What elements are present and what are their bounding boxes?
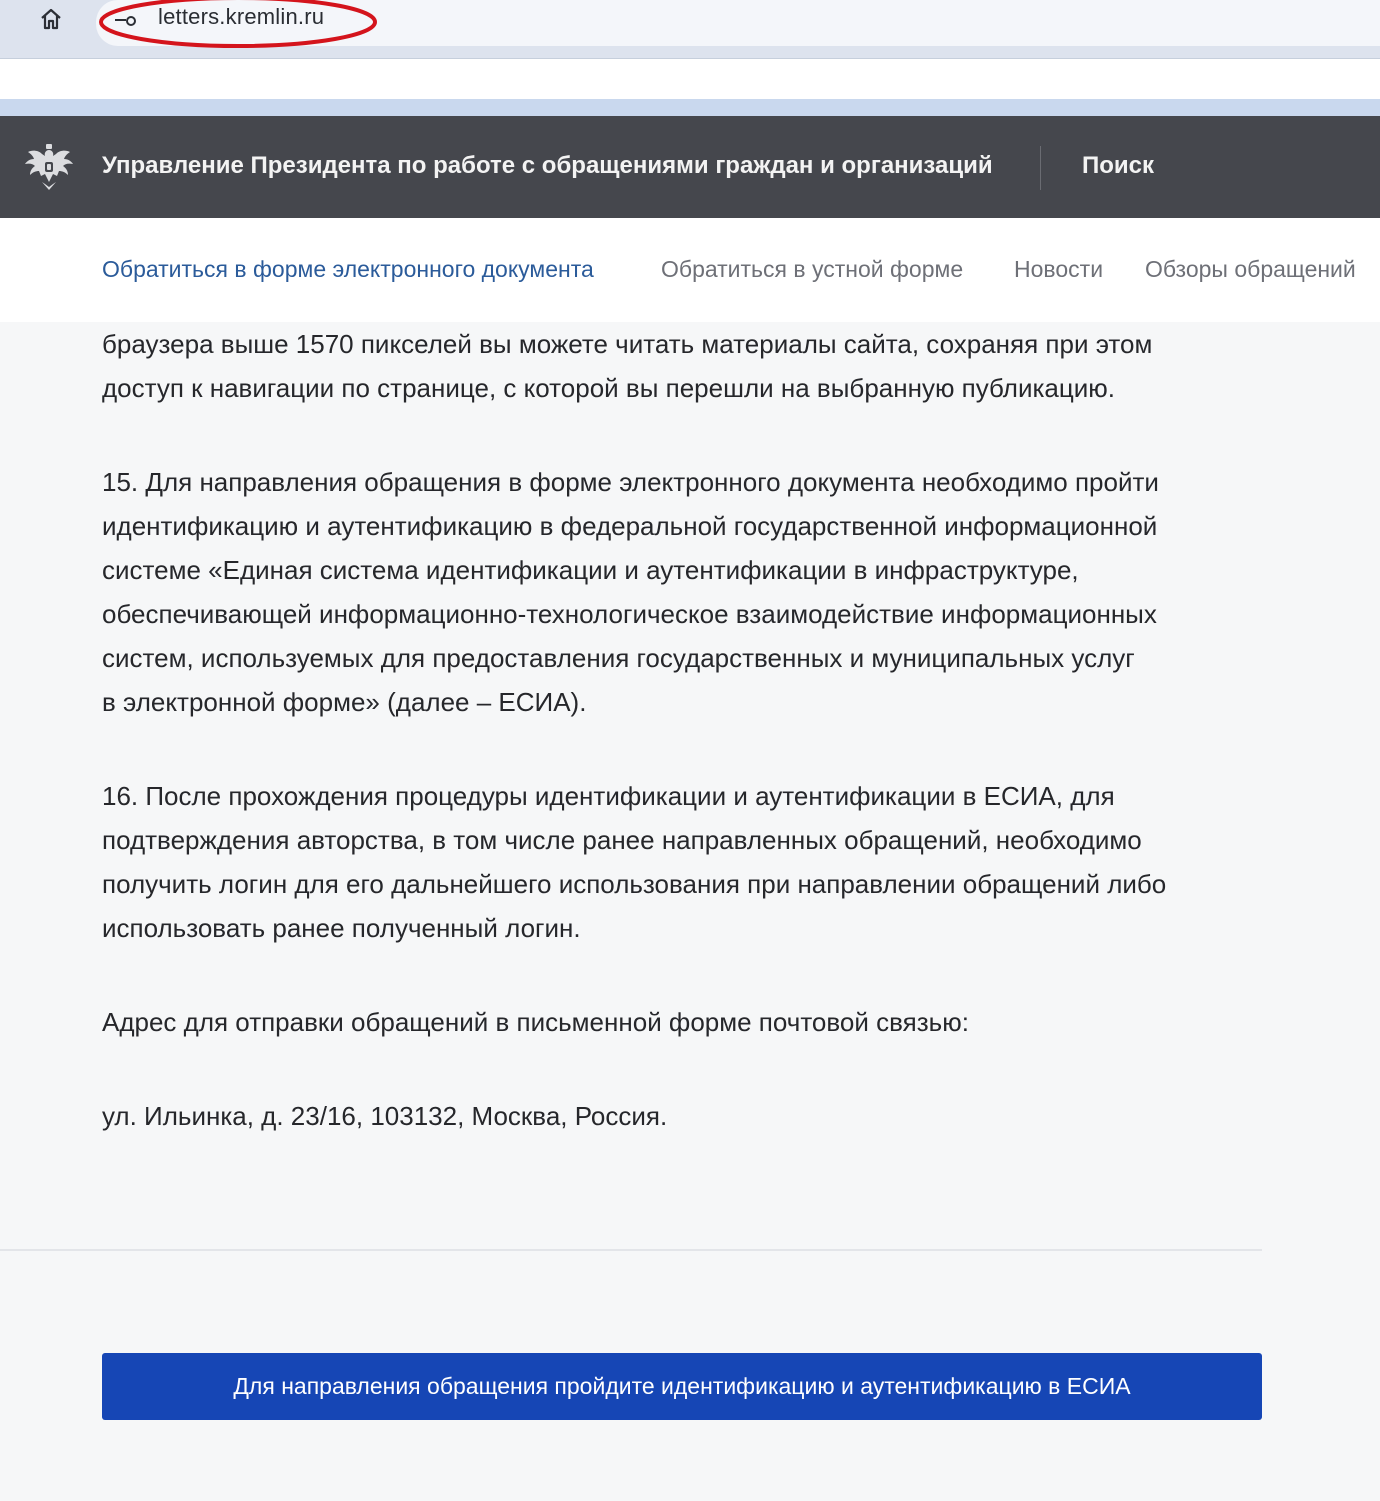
home-button[interactable] [36,4,66,34]
site-title[interactable]: Управление Президента по работе с обращениями граждан и организаций [102,152,993,179]
double-headed-eagle-emblem-icon[interactable] [22,140,76,194]
sub-navigation [0,218,1380,322]
text-line: получить логин для его дальнейшего использования при направлении обращений либо [102,869,1167,899]
browser-toolbar [0,0,1380,59]
toolbar-spacer [0,59,1380,99]
text-line: обеспечивающей информационно-технологическое взаимодействие информационных [102,599,1157,629]
bookmarks-strip [0,99,1380,116]
site-header [0,116,1380,218]
postal-address: ул. Ильинка, д. 23/16, 103132, Москва, Россия. [102,1101,668,1131]
url-text[interactable]: letters.kremlin.ru [158,4,325,29]
esia-auth-button[interactable]: Для направления обращения пройдите идентификацию и аутентификацию в ЕСИА [102,1353,1262,1420]
text-line: браузера выше 1570 пикселей вы можете читать материалы сайта, сохраняя при этом [102,329,1153,359]
text-line: в электронной форме» (далее – ЕСИА). [102,687,587,717]
text-line: доступ к навигации по странице, с которой вы перешли на выбранную публикацию. [102,373,1116,403]
content-divider [0,1249,1262,1251]
paragraph-15 [102,460,1262,724]
nav-electronic-document[interactable]: Обратиться в форме электронного документа [102,256,594,282]
nav-news[interactable]: Новости [1014,256,1104,282]
text-line: системе «Единая система идентификации и аутентификации в инфраструктуре, [102,555,1079,585]
article-content [102,322,1262,1138]
text-line: идентификацию и аутентификацию в федеральной государственной информационной [102,511,1158,541]
text-line: 16. После прохождения процедуры идентификации и аутентификации в ЕСИА, для [102,781,1115,811]
text-line: 15. Для направления обращения в форме электронного документа необходимо пройти [102,467,1159,497]
address-heading: Адрес для отправки обращений в письменной форме почтовой связью: [102,1007,969,1037]
text-line: подтверждения авторства, в том числе ранее направленных обращений, необходимо [102,825,1142,855]
nav-reviews[interactable]: Обзоры обращений [1145,256,1356,282]
nav-oral-form[interactable]: Обратиться в устной форме [661,256,964,282]
text-line: систем, используемых для предоставления государственных и муниципальных услуг [102,643,1135,673]
search-link[interactable]: Поиск [1082,152,1155,179]
red-ellipse-annotation [96,0,380,52]
header-divider [1040,146,1041,190]
text-line: использовать ранее полученный логин. [102,913,581,943]
home-icon [39,7,63,31]
paragraph-14-tail [102,322,1262,410]
paragraph-16 [102,774,1262,950]
